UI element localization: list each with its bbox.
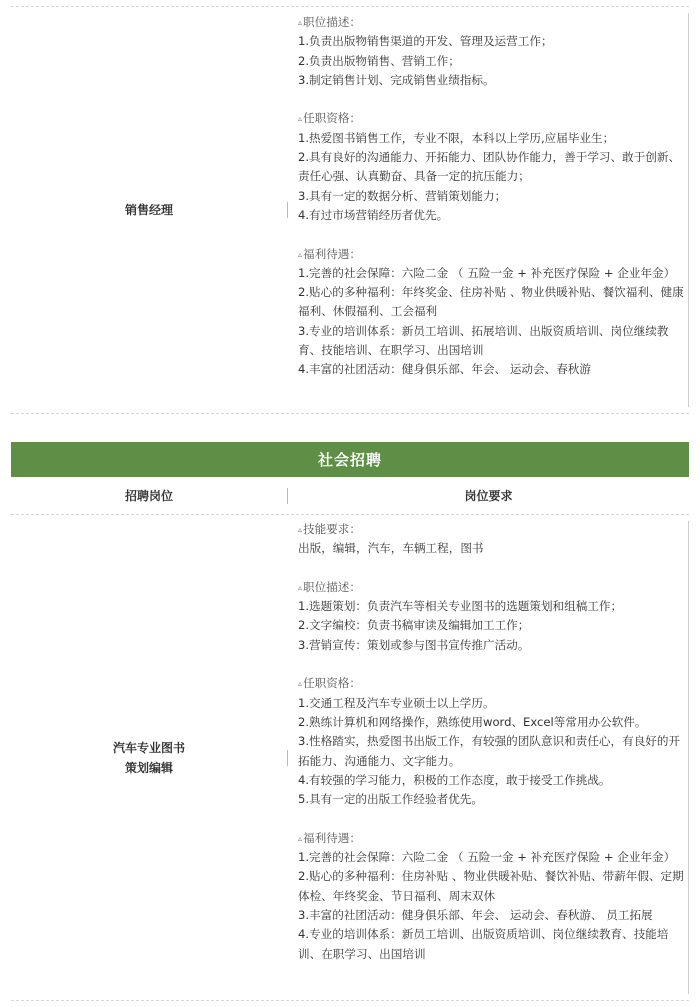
triangle-icon: ▵	[298, 249, 303, 259]
header-requirements-label: 岗位要求	[464, 489, 513, 503]
requirement-line: 1.交通工程及汽车专业硕士以上学历。	[298, 695, 495, 710]
section-heading-text: 任职资格：	[303, 111, 361, 126]
requirements-blocks	[298, 520, 689, 964]
requirement-line: 2.负责出版物销售、营销工作；	[298, 53, 460, 68]
section-heading	[298, 578, 689, 597]
banner-title: 社会招聘	[317, 451, 382, 469]
requirement-line: 1.完善的社会保障：六险二金 （ 五险一金 + 补充医疗保险 + 企业年金）	[298, 850, 676, 865]
job-title-line2: 策划编辑	[124, 760, 173, 775]
requirement-line: 4.有较强的学习能力，积极的工作态度，敢于接受工作挑战。	[298, 772, 611, 787]
job-title-cell	[11, 515, 287, 1000]
cell-right-border	[688, 521, 689, 994]
requirement-line: 出版，编辑，汽车，车辆工程，图书	[298, 541, 484, 556]
triangle-icon: ▵	[298, 525, 303, 534]
job-requirements-cell	[288, 515, 689, 1000]
requirement-line: 5.具有一定的出版工作经验者优先。	[298, 792, 483, 807]
triangle-icon: ▵	[298, 582, 303, 592]
requirement-section	[298, 520, 689, 559]
section-heading	[298, 109, 689, 128]
section-heading-text: 职位描述：	[303, 15, 361, 29]
section-heading	[298, 13, 689, 32]
job-row-auto-editor	[11, 515, 689, 1001]
requirement-section	[298, 578, 689, 655]
requirement-line: 3.制定销售计划、完成销售业绩指标。	[298, 72, 495, 87]
requirement-line: 3.专业的培训体系：新员工培训、拓展培训、出版资质培训、岗位继续教育、技能培训、在职学习、出国培训	[298, 323, 669, 358]
job-title-line1: 汽车专业图书	[112, 740, 185, 755]
requirement-line: 2.具有良好的沟通能力、开拓能力、团队协作能力，善于学习、敢于创新、责任心强、认真勤奋、具备一定的抗压能力；	[298, 150, 681, 184]
triangle-icon: ▵	[298, 679, 303, 689]
triangle-icon: ▵	[298, 18, 303, 27]
requirement-section	[298, 109, 689, 225]
requirement-line: 4.有过市场营销经历者优先。	[298, 207, 449, 222]
requirement-line: 4.丰富的社团活动：健身俱乐部、年会、 运动会、春秋游	[298, 362, 591, 377]
section-heading	[298, 520, 689, 539]
job-title: 销售经理	[124, 203, 173, 217]
header-position	[11, 477, 287, 514]
header-requirements	[288, 477, 689, 514]
requirement-line: 2.贴心的多种福利：住房补贴 、物业供暖补贴、餐饮补贴、带薪年假、定期体检、年终奖金、节日福利、周末双休	[298, 869, 684, 903]
requirement-line: 3.性格踏实，热爱图书出版工作，有较强的团队意识和责任心，有良好的开拓能力、沟通能力、文字能力。	[298, 734, 681, 768]
requirement-section	[298, 245, 689, 380]
requirement-section	[298, 829, 689, 964]
section-heading-text: 福利待遇：	[303, 246, 361, 261]
section-heading-text: 福利待遇：	[303, 830, 361, 845]
header-position-label: 招聘岗位	[124, 489, 173, 503]
requirement-line: 2.文字编校：负责书稿审读及编辑加工工作；	[298, 618, 530, 633]
requirement-line: 1.完善的社会保障：六险二金 （ 五险一金 + 补充医疗保险 + 企业年金）	[298, 265, 676, 280]
section-heading	[298, 245, 689, 264]
requirement-line: 3.丰富的社团活动：健身俱乐部、年会、 运动会、春秋游、 员工拓展	[298, 907, 653, 922]
section-heading-text: 任职资格：	[303, 676, 361, 691]
requirement-line: 3.具有一定的数据分析、营销策划能力；	[298, 188, 507, 203]
requirement-line: 1.负责出版物销售渠道的开发、管理及运营工作；	[298, 34, 553, 49]
requirement-line: 4.专业的培训体系：新员工培训、出版资质培训、岗位继续教育、技能培训、在职学习、出国培训	[298, 927, 669, 961]
section-heading-text: 技能要求：	[303, 522, 361, 536]
triangle-icon: ▵	[298, 114, 303, 124]
requirement-line: 2.熟练计算机和网络操作，熟练使用word、Excel等常用办公软件。	[298, 714, 647, 729]
job-title-cell	[11, 7, 287, 413]
requirements-blocks	[298, 13, 689, 380]
job-requirements-cell	[288, 7, 689, 413]
section-heading-text: 职位描述：	[303, 579, 361, 594]
requirement-line: 2.贴心的多种福利：年终奖金、住房补贴 、物业供暖补贴、餐饮福利、健康福利、休假福利、工会福利	[298, 285, 684, 319]
triangle-icon: ▵	[298, 833, 303, 843]
requirement-line: 1.热爱图书销售工作，专业不限，本科以上学历,应届毕业生；	[298, 130, 615, 145]
requirement-section	[298, 13, 689, 90]
table-header	[11, 477, 689, 515]
requirement-section	[298, 674, 689, 809]
column-divider	[287, 477, 288, 514]
job-row-sales-manager	[11, 6, 689, 414]
social-recruitment-banner	[11, 442, 689, 477]
cell-right-border	[688, 13, 689, 407]
requirement-line: 1.选题策划：负责汽车等相关专业图书的选题策划和组稿工作；	[298, 599, 623, 614]
section-heading	[298, 674, 689, 693]
requirement-line: 3.营销宣传：策划或参与图书宣传推广活动。	[298, 637, 530, 652]
section-heading	[298, 829, 689, 848]
